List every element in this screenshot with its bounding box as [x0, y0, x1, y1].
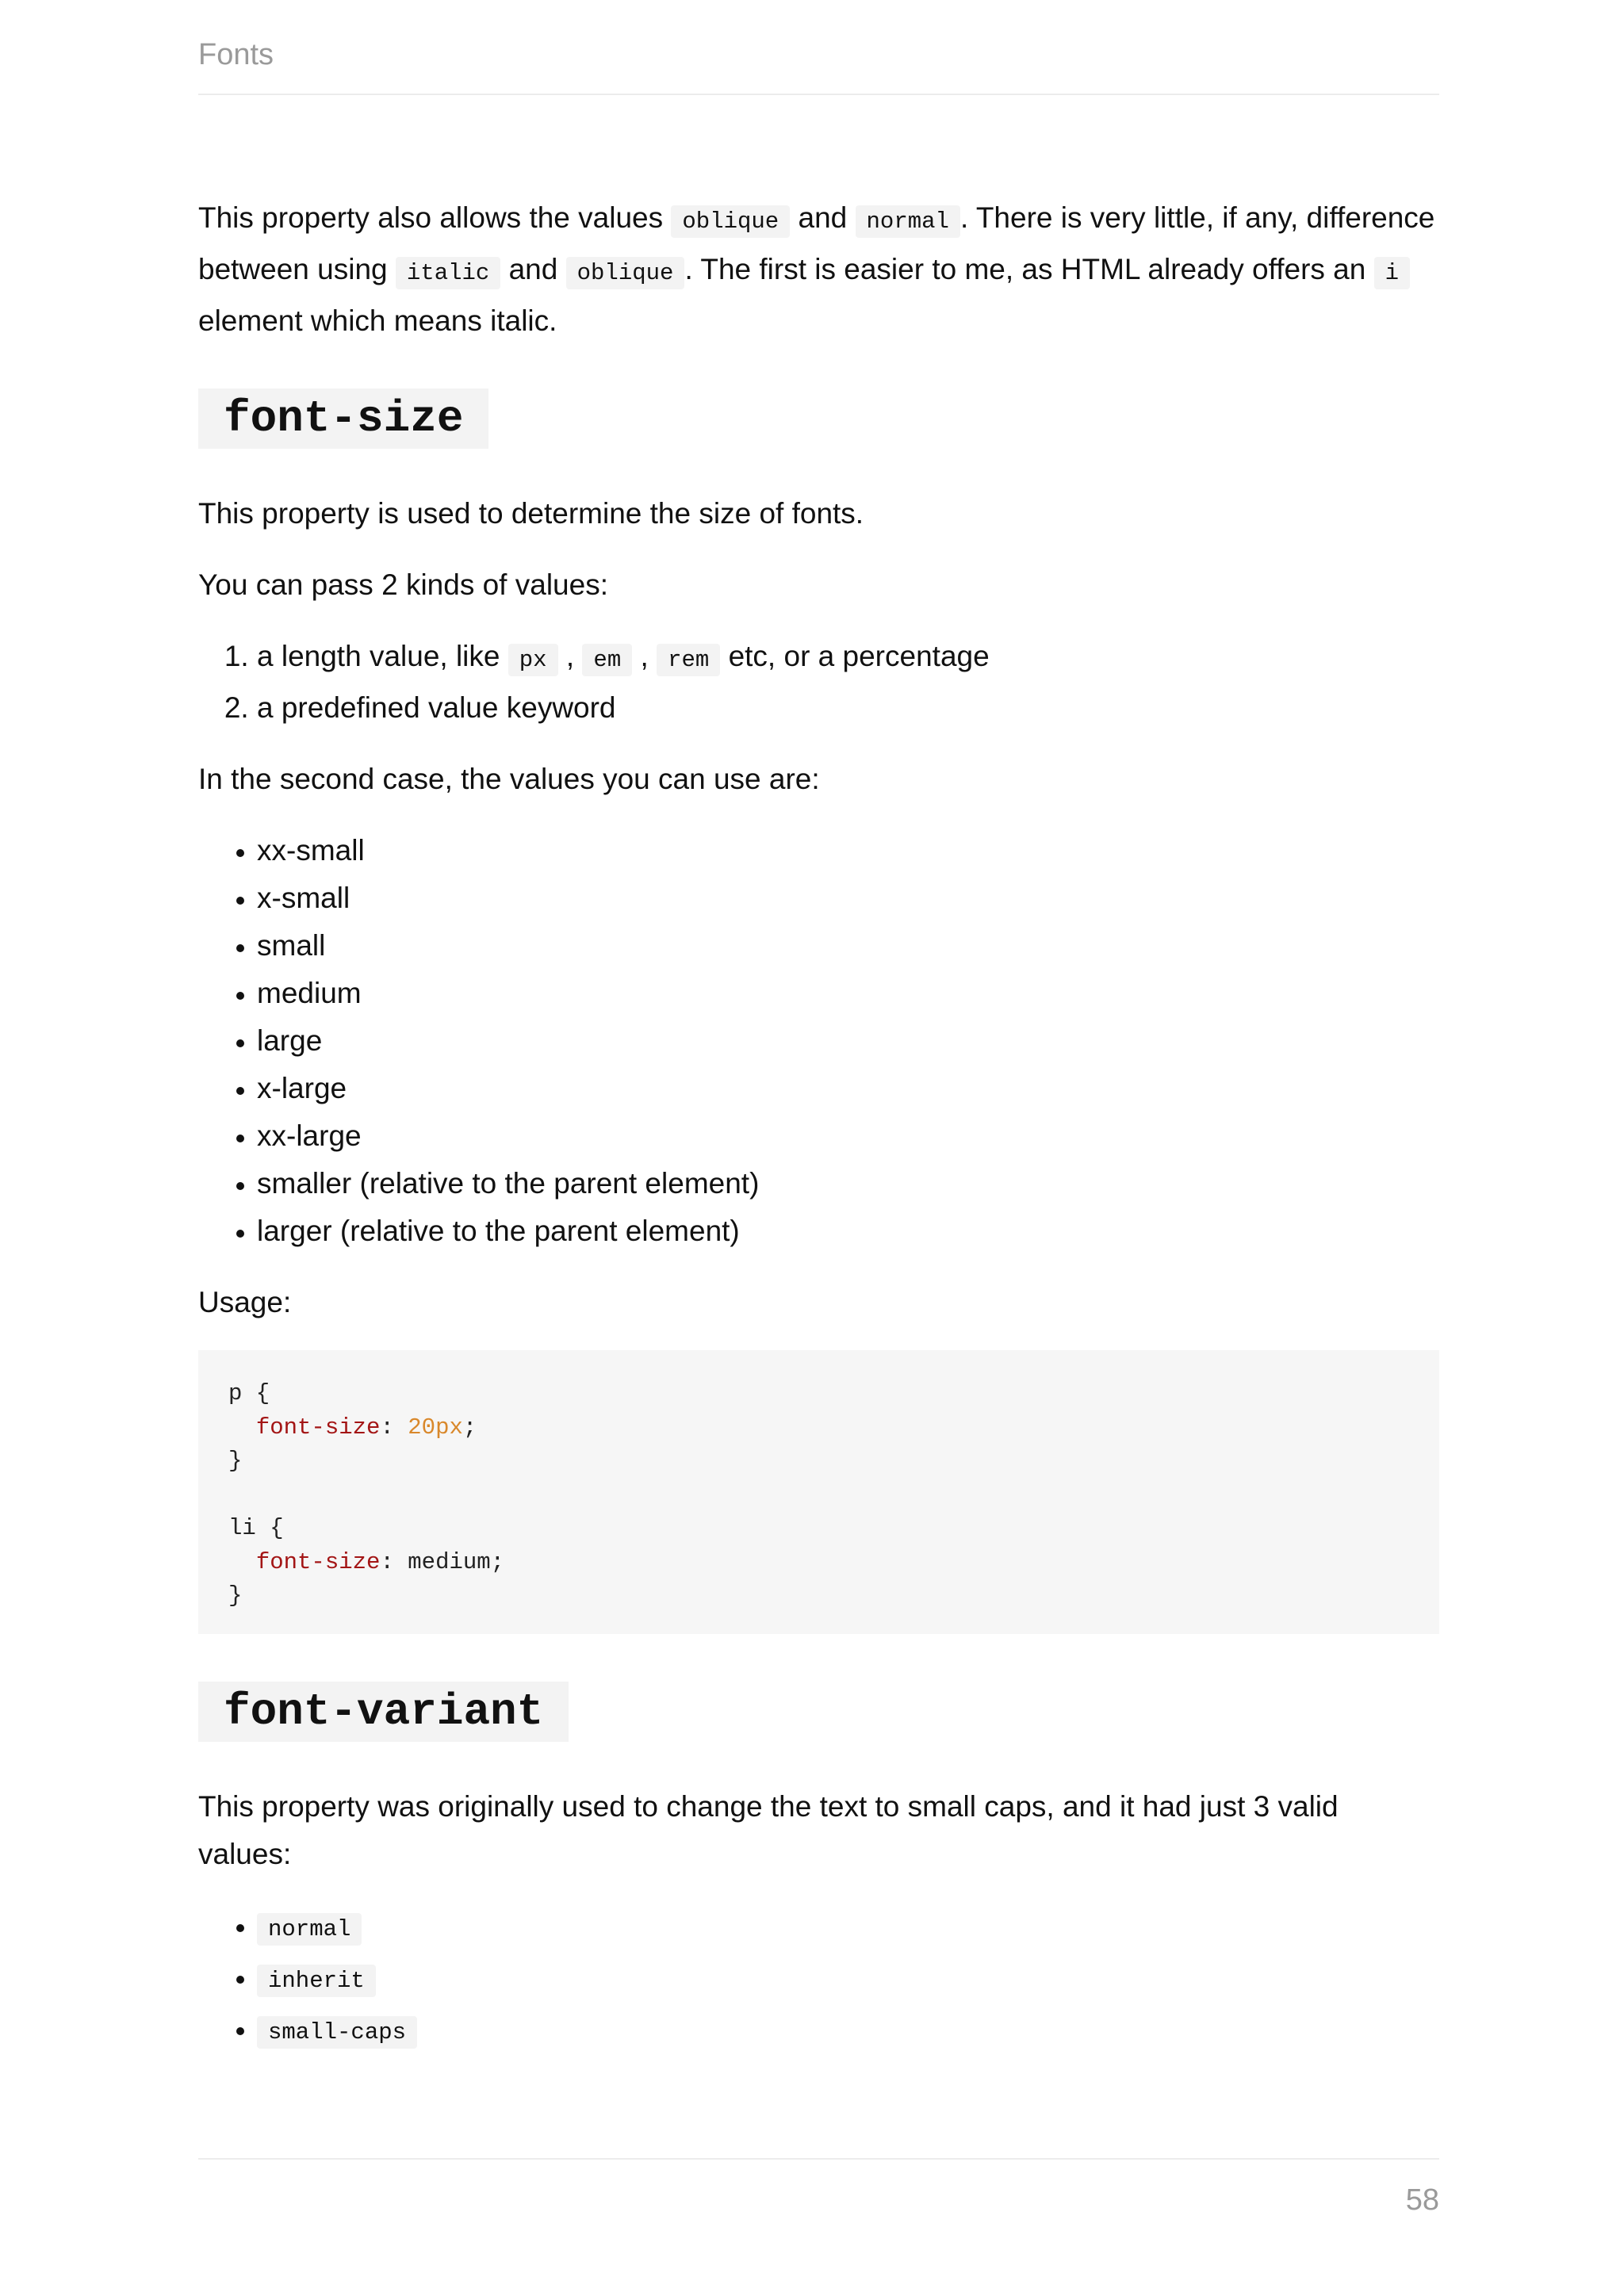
value-kinds-list: [198, 633, 1439, 732]
list-item: [257, 2005, 1439, 2057]
list-item: • medium: [257, 970, 1439, 1017]
code-line: }: [228, 1582, 243, 1609]
code-value-small-caps: small-caps: [257, 2016, 417, 2049]
list-item: • larger (relative to the parent element): [257, 1207, 1439, 1255]
code-value-normal: normal: [257, 1913, 362, 1946]
list-item: [257, 633, 1439, 684]
keyword-list: [198, 827, 1439, 1255]
code-number: 20px: [408, 1414, 463, 1441]
intro-text-3: . There is very little, if any, difference between using: [198, 201, 1435, 285]
code-normal: normal: [856, 205, 960, 238]
code-italic: italic: [396, 257, 500, 289]
code-property: font-size: [255, 1548, 381, 1575]
font-variant-description: This property was originally used to change the text to small caps, and it had just 3 valid values:: [198, 1789, 1339, 1870]
header-title: Fonts: [198, 38, 274, 71]
intro-text-4: and: [500, 253, 566, 285]
code-value-inherit: inherit: [257, 1965, 376, 1997]
value-kinds-intro: You can pass 2 kinds of values:: [198, 568, 608, 601]
keywords-intro: In the second case, the values you can use are:: [198, 763, 820, 795]
intro-text-6: element which means italic.: [198, 304, 557, 337]
code-line: p {: [228, 1380, 270, 1406]
page-number: 58: [1405, 2183, 1439, 2217]
font-size-description: This property is used to determine the size of fonts.: [198, 497, 864, 530]
code-property: font-size: [255, 1414, 381, 1441]
list-item: 2. a predefined value keyword: [257, 684, 1439, 732]
list-item: • xx-small: [257, 827, 1439, 874]
code-oblique-2: oblique: [566, 257, 685, 289]
intro-paragraph: [198, 194, 1439, 345]
list-item: • x-small: [257, 874, 1439, 922]
font-variant-heading: font-variant: [198, 1682, 569, 1742]
list-item: [257, 1954, 1439, 2005]
list-item: • smaller (relative to the parent element): [257, 1160, 1439, 1207]
font-size-heading-wrap: [198, 388, 1439, 449]
running-header: [198, 38, 1439, 95]
list-item-text: a length value, like: [257, 640, 508, 672]
code-em: em: [582, 644, 632, 676]
code-rem: rem: [657, 644, 720, 676]
code-oblique: oblique: [671, 205, 790, 238]
intro-text-5: . The first is easier to me, as HTML already offers an: [684, 253, 1374, 285]
list-item-text: ,: [557, 640, 583, 672]
variant-value-list: [198, 1902, 1439, 2057]
code-line: }: [228, 1448, 243, 1474]
usage-label: Usage:: [198, 1286, 292, 1318]
code-punct: ;: [462, 1414, 477, 1441]
code-line: li {: [228, 1515, 284, 1541]
list-item-text: ,: [632, 640, 657, 672]
intro-text-2: and: [790, 201, 856, 234]
document-page: [198, 0, 1439, 2296]
list-item-text: etc, or a percentage: [720, 640, 990, 672]
code-i: i: [1374, 257, 1410, 289]
code-px: px: [508, 644, 558, 676]
running-footer: [198, 2158, 1439, 2255]
intro-text-1: This property also allows the values: [198, 201, 672, 234]
font-variant-heading-wrap: [198, 1682, 1439, 1742]
code-punct: :: [380, 1414, 408, 1441]
list-item: • xx-large: [257, 1112, 1439, 1160]
code-value: : medium;: [380, 1548, 505, 1575]
code-block: [198, 1350, 1439, 1634]
list-item: • x-large: [257, 1065, 1439, 1112]
list-item: • large: [257, 1017, 1439, 1065]
font-size-heading: font-size: [198, 388, 488, 449]
list-item: [257, 1902, 1439, 1954]
page-content: [198, 194, 1439, 2080]
list-item: • small: [257, 922, 1439, 970]
